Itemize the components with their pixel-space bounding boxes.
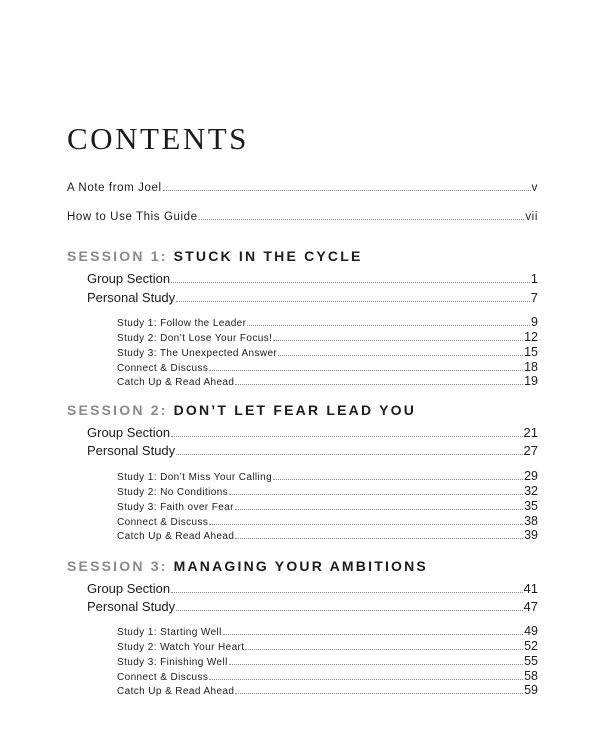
dot-leader xyxy=(247,325,530,326)
toc-entry-page: 38 xyxy=(524,514,538,528)
toc-entry-label: Study 1: Don’t Miss Your Calling xyxy=(117,472,273,483)
toc-entry-page: v xyxy=(531,182,538,194)
toc-entry-label: Group Section xyxy=(87,581,171,596)
toc-subentry[interactable] xyxy=(117,499,538,513)
toc-entry-guide[interactable] xyxy=(67,211,538,223)
toc-entry-page: 12 xyxy=(524,330,538,344)
dot-leader xyxy=(171,592,522,593)
dot-leader xyxy=(209,679,523,680)
toc-entry-label: Study 1: Starting Well xyxy=(117,627,222,638)
dot-leader xyxy=(171,282,530,283)
toc-entry-page: 1 xyxy=(530,271,538,286)
toc-entry-label: Connect & Discuss xyxy=(117,672,209,683)
toc-entry-page: 49 xyxy=(524,624,538,638)
toc-entry-note[interactable] xyxy=(67,182,538,194)
session-number: SESSION 1: xyxy=(67,248,168,264)
toc-entry-page: 35 xyxy=(524,499,538,513)
toc-entry-personal-study[interactable] xyxy=(87,290,538,305)
dot-leader xyxy=(273,340,523,341)
toc-entry-label: Group Section xyxy=(87,271,171,286)
toc-subentry[interactable] xyxy=(117,330,538,344)
toc-subentry[interactable] xyxy=(117,669,538,683)
session-heading xyxy=(67,558,428,574)
toc-subentry[interactable] xyxy=(117,315,538,329)
toc-entry-label: Study 3: Finishing Well xyxy=(117,657,228,668)
toc-subentry[interactable] xyxy=(117,374,538,388)
toc-entry-label: Catch Up & Read Ahead xyxy=(117,686,235,697)
toc-entry-label: Personal Study xyxy=(87,599,176,614)
toc-entry-page: 39 xyxy=(524,528,538,542)
toc-entry-page: 21 xyxy=(523,425,538,440)
toc-entry-page: 29 xyxy=(524,469,538,483)
toc-entry-group-section[interactable] xyxy=(87,425,538,440)
toc-entry-page: 47 xyxy=(523,599,538,614)
toc-entry-page: 15 xyxy=(524,345,538,359)
dot-leader xyxy=(199,219,525,220)
toc-entry-page: 19 xyxy=(524,374,538,388)
session-title: STUCK IN THE CYCLE xyxy=(173,248,363,264)
toc-entry-label: Study 1: Follow the Leader xyxy=(117,318,247,329)
toc-entry-page: 9 xyxy=(531,315,538,329)
toc-subentry[interactable] xyxy=(117,484,538,498)
toc-entry-label: Personal Study xyxy=(87,443,176,458)
toc-subentry[interactable] xyxy=(117,683,538,697)
dot-leader xyxy=(223,634,523,635)
dot-leader xyxy=(235,509,523,510)
toc-entry-label: Study 2: Don’t Lose Your Focus! xyxy=(117,333,273,344)
toc-entry-label: Catch Up & Read Ahead xyxy=(117,377,235,388)
dot-leader xyxy=(235,384,523,385)
toc-entry-label: Study 3: The Unexpected Answer xyxy=(117,348,278,359)
toc-entry-label: Study 2: Watch Your Heart xyxy=(117,642,245,653)
session-number: SESSION 3: xyxy=(67,558,168,574)
toc-entry-label: Personal Study xyxy=(87,290,176,305)
toc-entry-group-section[interactable] xyxy=(87,271,538,286)
toc-entry-page: 32 xyxy=(524,484,538,498)
toc-entry-page: 7 xyxy=(530,290,538,305)
toc-subentry[interactable] xyxy=(117,624,538,638)
dot-leader xyxy=(209,370,523,371)
toc-subentry[interactable] xyxy=(117,654,538,668)
session-number: SESSION 2: xyxy=(67,402,168,418)
toc-entry-label: Connect & Discuss xyxy=(117,517,209,528)
toc-entry-page: vii xyxy=(525,211,538,223)
toc-entry-page: 18 xyxy=(524,360,538,374)
toc-entry-label: Study 2: No Conditions xyxy=(117,487,229,498)
dot-leader xyxy=(176,610,522,611)
session-heading xyxy=(67,402,416,418)
toc-entry-label: Connect & Discuss xyxy=(117,363,209,374)
toc-subentry[interactable] xyxy=(117,639,538,653)
toc-entry-page: 55 xyxy=(524,654,538,668)
dot-leader xyxy=(229,664,523,665)
toc-entry-page: 52 xyxy=(524,639,538,653)
toc-subentry[interactable] xyxy=(117,469,538,483)
dot-leader xyxy=(235,538,523,539)
toc-subentry[interactable] xyxy=(117,360,538,374)
session-title: DON’T LET FEAR LEAD YOU xyxy=(173,402,417,418)
toc-entry-label: How to Use This Guide xyxy=(67,211,198,223)
session-title: MANAGING YOUR AMBITIONS xyxy=(173,558,428,574)
toc-entry-page: 27 xyxy=(523,443,538,458)
toc-entry-personal-study[interactable] xyxy=(87,443,538,458)
toc-entry-page: 59 xyxy=(524,683,538,697)
page-title: CONTENTS xyxy=(67,120,249,156)
dot-leader xyxy=(176,454,522,455)
dot-leader xyxy=(163,190,531,191)
dot-leader xyxy=(235,693,523,694)
dot-leader xyxy=(273,479,523,480)
toc-subentry[interactable] xyxy=(117,514,538,528)
toc-entry-label: A Note from Joel xyxy=(67,182,162,194)
toc-entry-label: Study 3: Faith over Fear xyxy=(117,502,234,513)
toc-entry-page: 58 xyxy=(524,669,538,683)
dot-leader xyxy=(209,524,523,525)
toc-subentry[interactable] xyxy=(117,528,538,542)
toc-entry-page: 41 xyxy=(523,581,538,596)
dot-leader xyxy=(229,494,523,495)
dot-leader xyxy=(278,355,523,356)
session-heading xyxy=(67,248,363,264)
dot-leader xyxy=(176,301,530,302)
dot-leader xyxy=(245,649,523,650)
toc-entry-label: Group Section xyxy=(87,425,171,440)
toc-subentry[interactable] xyxy=(117,345,538,359)
toc-entry-label: Catch Up & Read Ahead xyxy=(117,531,235,542)
toc-entry-personal-study[interactable] xyxy=(87,599,538,614)
toc-entry-group-section[interactable] xyxy=(87,581,538,596)
dot-leader xyxy=(171,436,522,437)
